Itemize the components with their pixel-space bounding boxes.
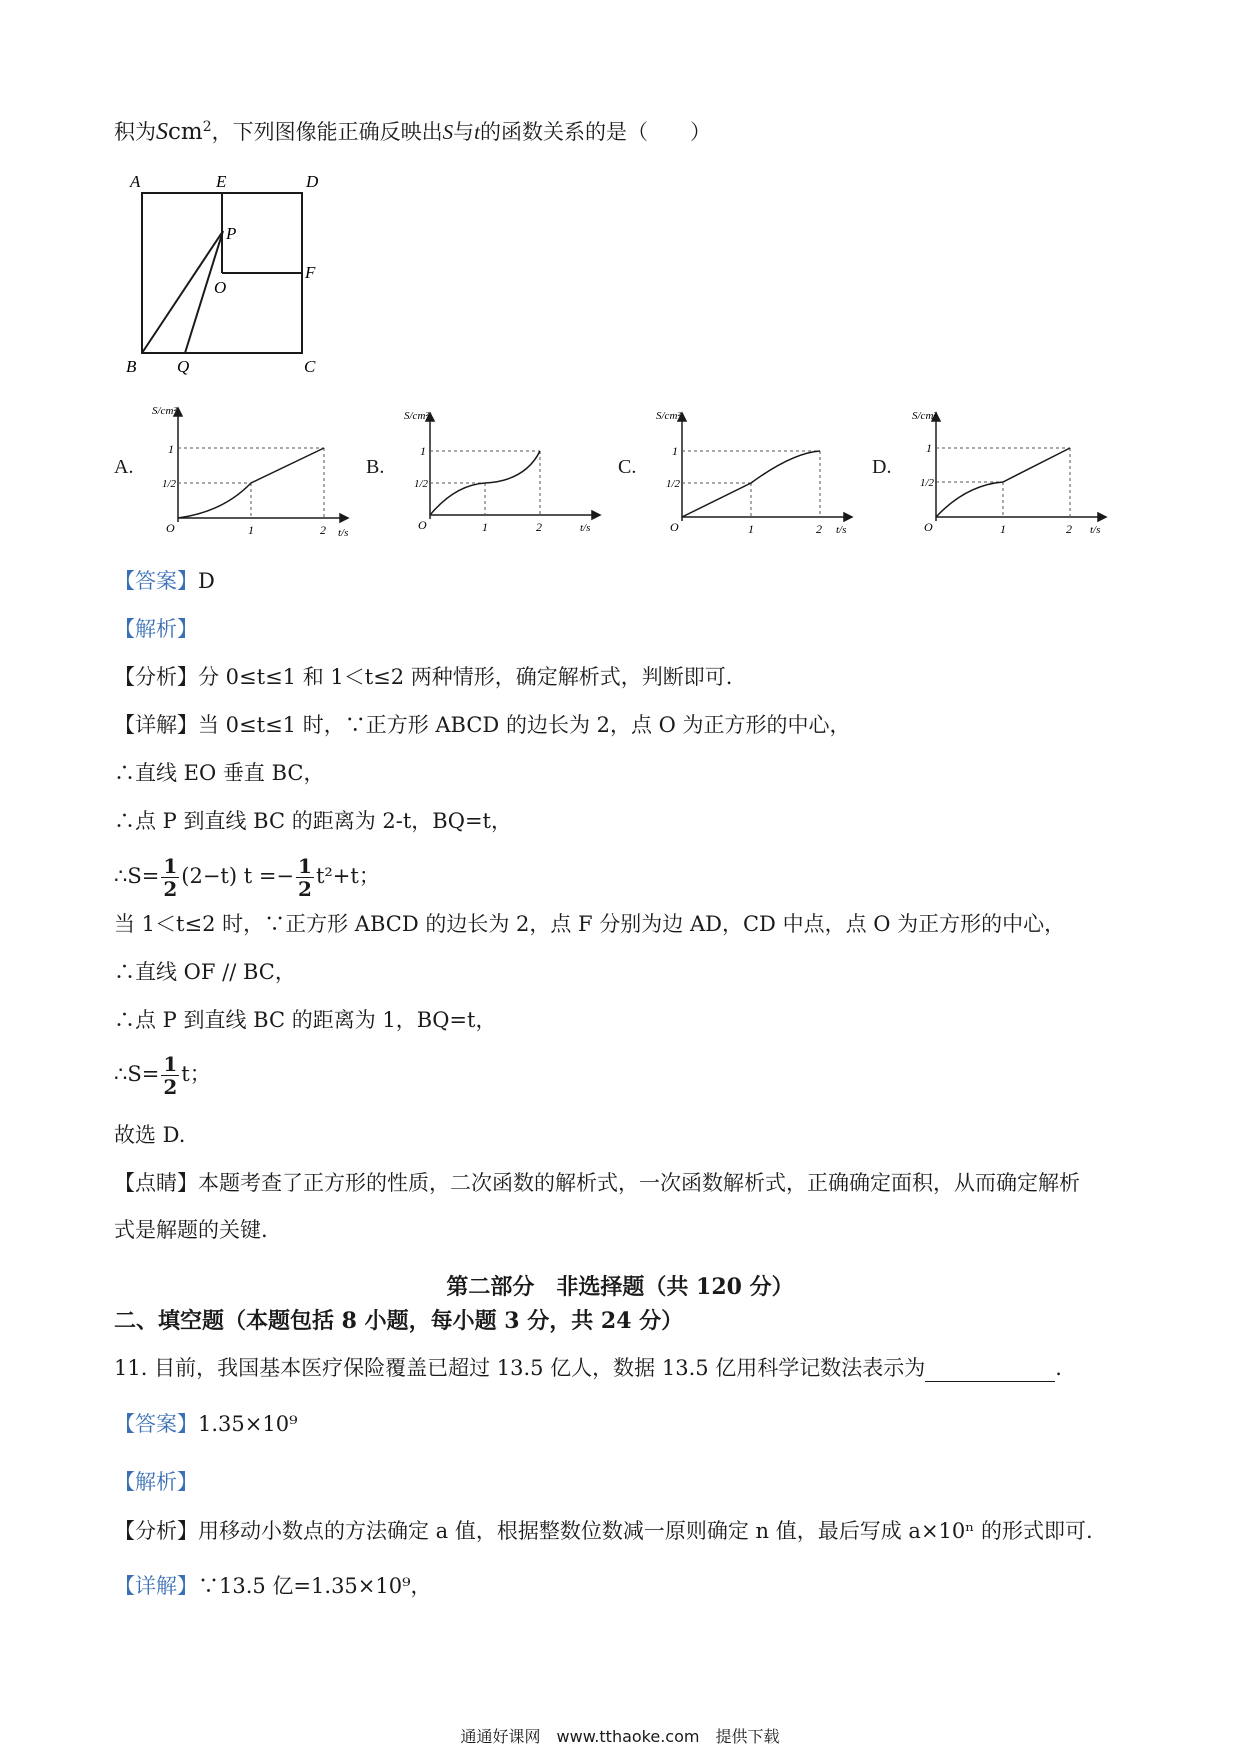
section2-title: 二、填空题（本题包括 8 小题，每小题 3 分，共 24 分） <box>114 1308 684 1334</box>
option-b-graph[interactable] <box>400 405 610 540</box>
intro-s2: S <box>442 120 454 144</box>
option-c-tick-half: 1/2 <box>666 478 681 490</box>
detail-line-5: 当 1＜t≤2 时，∵正方形 ABCD 的边长为 2，点 F 分别为边 AD，CD 中点，点 O 为正方形的中心， <box>114 912 1066 936</box>
intro-rest: ，下列图像能正确反映出 <box>211 120 443 144</box>
option-d-tick-x1: 1 <box>1000 522 1006 536</box>
frac-num: 1 <box>163 854 178 878</box>
option-d-tick-half: 1/2 <box>920 477 935 489</box>
square-figure <box>120 165 330 380</box>
label-e: E <box>216 172 227 191</box>
option-d-origin: O <box>924 520 933 534</box>
q11-answer-blank[interactable] <box>925 1359 1055 1382</box>
dianjing-tag: 【点睛】 <box>114 1171 198 1195</box>
frac-num: 1 <box>163 1052 178 1076</box>
frac-den: 2 <box>163 1075 178 1099</box>
q11-fenxi-tag: 【分析】 <box>114 1519 198 1543</box>
option-b-axis-x: t/s <box>580 522 591 534</box>
formula1-pre: ∴S= <box>114 864 160 888</box>
detail-line-7: ∴点 P 到直线 BC 的距离为 1，BQ=t， <box>114 1008 497 1032</box>
option-b-tick-x1: 1 <box>482 520 488 534</box>
option-c-axis-y: S/cm² <box>656 410 681 422</box>
fenxi-text: 分 0≤t≤1 和 1＜t≤2 两种情形，确定解析式，判断即可. <box>198 665 733 689</box>
option-a-tick-x1: 1 <box>248 523 254 537</box>
detail-line-2: ∴直线 EO 垂直 BC， <box>114 761 325 785</box>
segment-bp <box>142 231 223 353</box>
label-o: O <box>214 278 227 297</box>
q10-answer <box>114 567 215 595</box>
question-intro <box>114 113 711 146</box>
formula1-frac-b <box>296 855 314 900</box>
option-a-origin: O <box>166 521 175 535</box>
option-c-label[interactable]: C. <box>618 456 637 478</box>
option-b-tick-half: 1/2 <box>414 478 429 490</box>
detail-formula-1 <box>114 848 380 904</box>
q11-answer <box>114 1410 298 1438</box>
q10-analysis-heading <box>114 615 198 643</box>
frac-den: 2 <box>163 877 178 901</box>
q11-answer-tag: 【答案】 <box>114 1412 198 1436</box>
formula1-frac-a <box>161 855 179 900</box>
formula1-tail: t²+t； <box>315 864 380 888</box>
option-d-axis-x: t/s <box>1090 524 1101 536</box>
option-c-tick-x1: 1 <box>748 522 754 536</box>
option-d-axis-y: S/cm² <box>912 410 937 422</box>
label-p: P <box>226 224 237 243</box>
page-footer: 通通好课网 www.tthaoke.com 提供下载 <box>460 1727 780 1746</box>
intro-unit: cm <box>168 119 203 145</box>
q11-fenxi <box>114 1517 1093 1545</box>
label-c: C <box>304 357 316 376</box>
label-d: D <box>306 172 319 191</box>
q11-xiangjie-tag: 【详解】 <box>114 1574 198 1598</box>
q11-xiangjie-text: ∵13.5 亿=1.35×10⁹， <box>198 1574 432 1598</box>
q10-fenxi <box>114 663 732 691</box>
answer-value: D <box>198 569 215 593</box>
option-b-tick-y1: 1 <box>420 444 426 458</box>
q11-answer-value: 1.35×10⁹ <box>198 1412 298 1436</box>
analysis-tag: 【解析】 <box>114 617 198 641</box>
intro-and: 与 <box>453 120 475 144</box>
option-b-origin: O <box>418 518 427 532</box>
q11-xiangjie <box>114 1572 432 1600</box>
option-a-tick-y1: 1 <box>168 442 174 456</box>
option-c-graph[interactable] <box>652 405 862 540</box>
option-d-tick-y1: 1 <box>926 441 932 455</box>
label-q: Q <box>177 357 190 376</box>
detail-line-3: ∴点 P 到直线 BC 的距离为 2-t，BQ=t， <box>114 809 512 833</box>
option-c-tick-x2: 2 <box>816 522 822 536</box>
part2-title: 第二部分 非选择题（共 120 分） <box>446 1274 794 1300</box>
formula2-tail: t； <box>181 1062 211 1086</box>
detail-line-9: 故选 D. <box>114 1123 186 1147</box>
intro-t: t <box>474 120 480 144</box>
q11-analysis-tag: 【解析】 <box>114 1470 198 1494</box>
option-a-graph[interactable] <box>148 400 358 540</box>
intro-tail: 的函数关系的是（ ） <box>479 120 711 144</box>
option-d-tick-x2: 2 <box>1066 522 1072 536</box>
q11-fenxi-text: 用移动小数点的方法确定 a 值，根据整数位数减一原则确定 n 值，最后写成 a×10ⁿ 的形式即可. <box>198 1519 1093 1543</box>
detail-formula-2 <box>114 1046 211 1102</box>
q11-question-text: 11. 目前，我国基本医疗保险覆盖已超过 13.5 亿人，数据 13.5 亿用科学记数法表示为 <box>114 1356 926 1380</box>
formula1-mid: (2−t) t =− <box>181 864 295 888</box>
q11-analysis-heading <box>114 1468 198 1496</box>
option-b-tick-x2: 2 <box>536 520 542 534</box>
option-c-axis-x: t/s <box>836 524 847 536</box>
intro-s-symbol: S <box>156 119 168 145</box>
frac-den: 2 <box>298 877 312 901</box>
dianjing-text-2: 式是解题的关键. <box>114 1218 268 1242</box>
fenxi-tag: 【分析】 <box>114 665 198 689</box>
intro-prefix: 积为 <box>114 120 156 144</box>
intro-unit-sup: 2 <box>202 119 212 135</box>
q11-question-end: . <box>1055 1356 1062 1380</box>
formula2-pre: ∴S= <box>114 1062 160 1086</box>
answer-tag: 【答案】 <box>114 569 198 593</box>
q10-dianjing-1 <box>114 1169 1080 1197</box>
option-d-graph[interactable] <box>906 405 1116 540</box>
option-d-label[interactable]: D. <box>872 456 892 478</box>
option-b-axis-y: S/cm² <box>404 410 429 422</box>
option-b-label[interactable]: B. <box>366 456 385 478</box>
label-a: A <box>130 172 141 191</box>
option-a-axis-x: t/s <box>338 527 349 539</box>
dianjing-text-1: 本题考查了正方形的性质，二次函数的解析式，一次函数解析式，正确确定面积，从而确定解析 <box>198 1171 1080 1195</box>
q11-question <box>114 1354 1062 1382</box>
frac-num: 1 <box>298 854 312 878</box>
option-b-curve <box>430 451 540 515</box>
formula2-frac <box>161 1053 179 1098</box>
label-f: F <box>305 263 316 282</box>
detail-line-6: ∴直线 OF // BC， <box>114 960 296 984</box>
q10-detail-1 <box>114 711 851 739</box>
option-a-tick-x2: 2 <box>320 523 326 537</box>
option-c-origin: O <box>670 520 679 534</box>
xiangjie-tag: 【详解】 <box>114 713 198 737</box>
option-a-label[interactable]: A. <box>114 456 134 478</box>
option-a-tick-half: 1/2 <box>162 478 177 490</box>
option-c-tick-y1: 1 <box>672 444 678 458</box>
detail-line-1: 当 0≤t≤1 时，∵正方形 ABCD 的边长为 2，点 O 为正方形的中心， <box>198 713 851 737</box>
option-a-axis-y: S/cm² <box>152 405 177 417</box>
label-b: B <box>126 357 137 376</box>
